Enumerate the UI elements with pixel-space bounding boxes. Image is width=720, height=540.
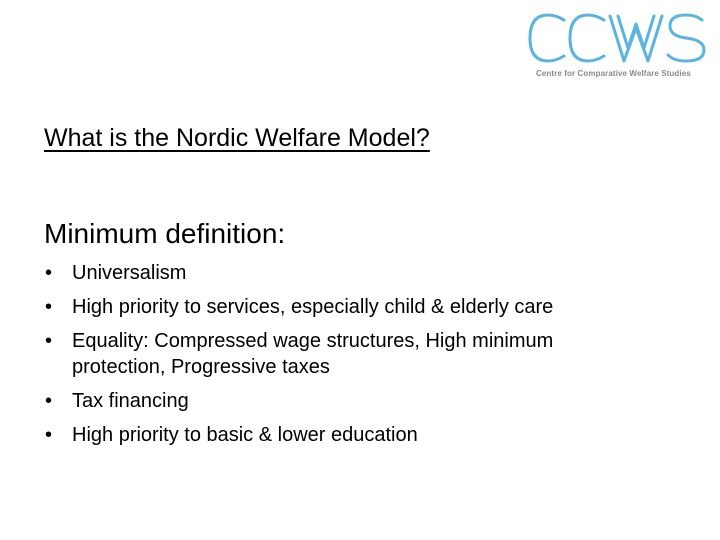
bullet-item <box>44 328 684 380</box>
bullet-text-continued: protection, Progressive taxes <box>72 356 330 378</box>
bullet-text: • Equality: Compressed wage structures, High minimum <box>72 330 554 352</box>
bullet-text: • Universalism <box>72 262 187 284</box>
bullet-item <box>44 260 684 286</box>
logo-tagline: Centre for Comparative Welfare Studies <box>536 69 691 78</box>
bullet-text: • High priority to basic & lower education <box>72 424 418 446</box>
bullet-text: • Tax financing <box>72 390 189 412</box>
ccws-logo <box>526 10 712 82</box>
bullet-item <box>44 388 684 414</box>
bullet-item <box>44 422 684 448</box>
bullet-item <box>44 294 684 320</box>
bullet-list <box>44 260 684 456</box>
slide-title: What is the Nordic Welfare Model? <box>44 124 430 152</box>
slide-subtitle: Minimum definition: <box>44 218 286 249</box>
bullet-text: • High priority to services, especially child & elderly care <box>72 296 554 318</box>
ccws-logo-mark <box>526 10 712 66</box>
